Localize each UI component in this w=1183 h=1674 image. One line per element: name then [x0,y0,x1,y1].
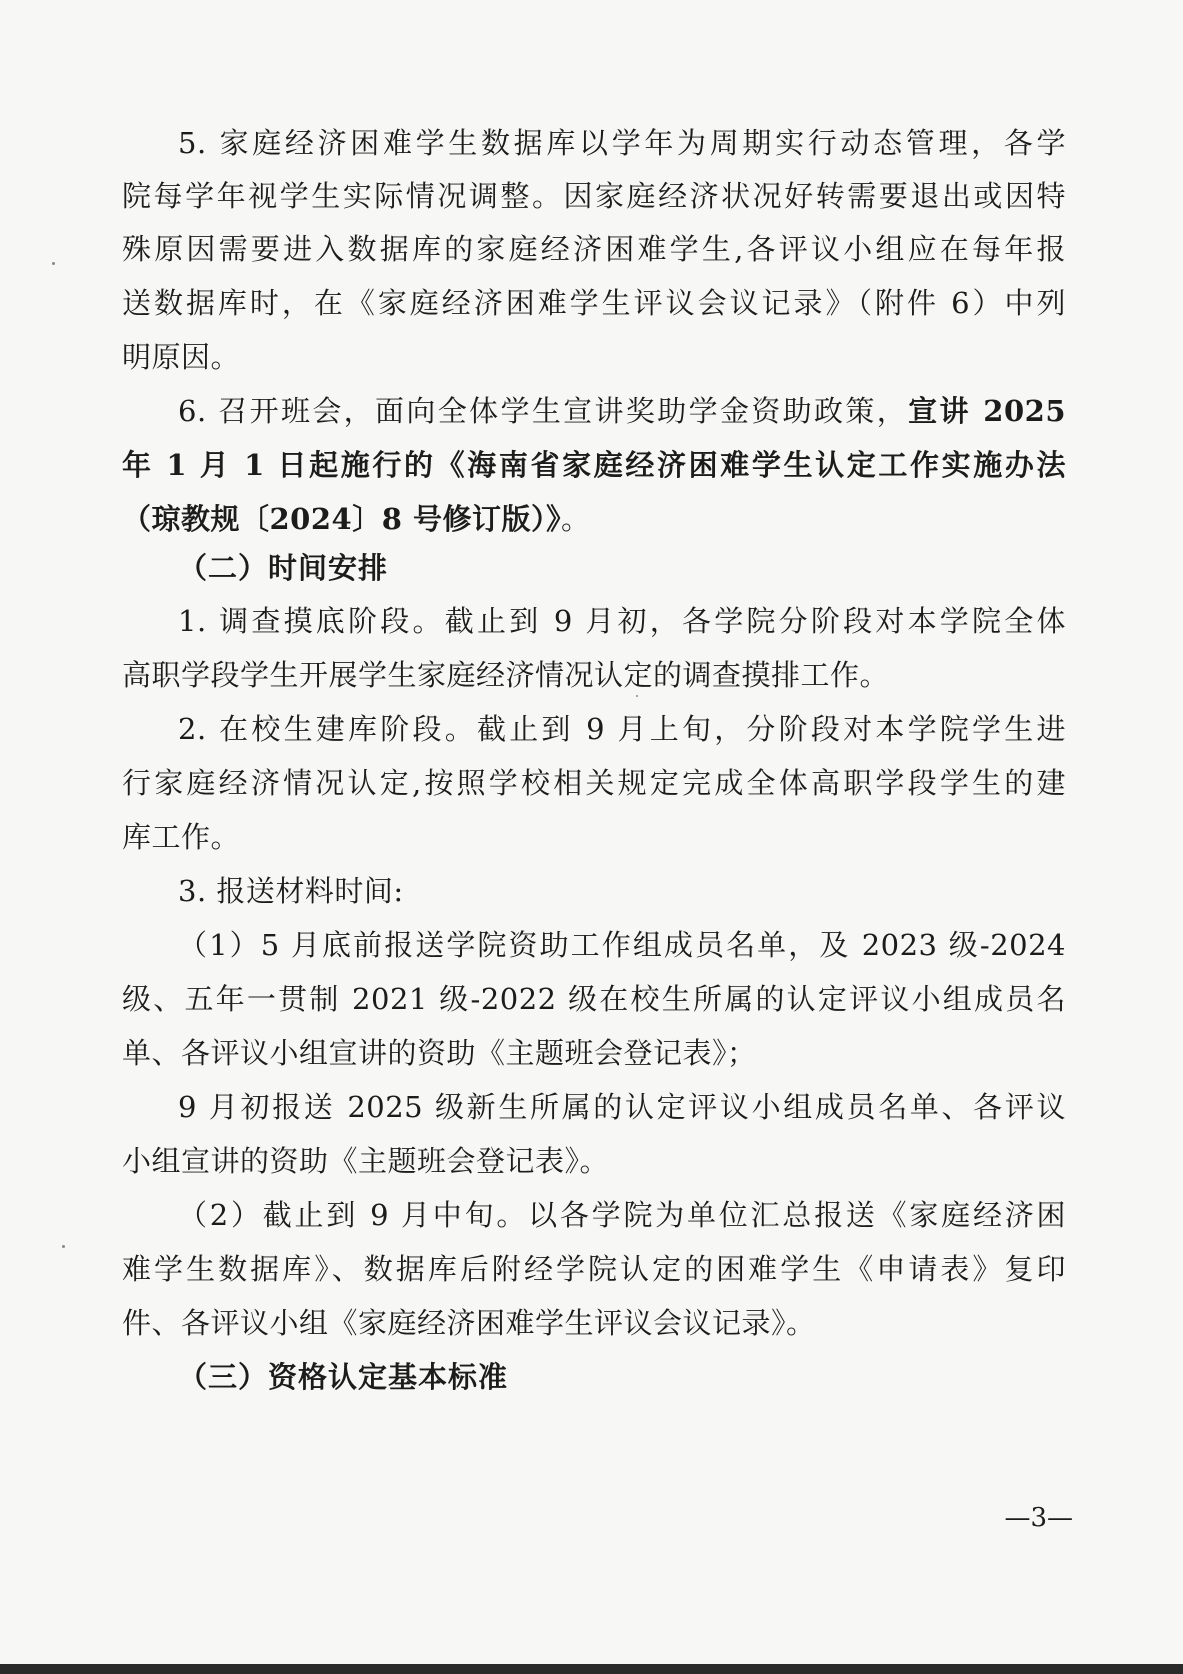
schedule-line-14: 件、各评议小组《家庭经济困难学生评议会议记录》。 [122,1306,816,1340]
paragraph-5-line-2: 院每学年视学生实际情况调整。因家庭经济状况好转需要退出或因特 [122,179,1066,213]
paragraph-6-end-punctuation: 。 [561,502,591,536]
schedule-line-9: 单、各评议小组宣讲的资助《主题班会登记表》； [122,1036,757,1070]
paragraph-6-line-1 [178,391,1066,431]
scan-speck [636,695,638,697]
scan-bottom-edge [0,1664,1183,1674]
schedule-line-3: 2. 在校生建库阶段。截止到 9 月上旬，分阶段对本学院学生进 [178,712,1066,746]
schedule-line-11: 小组宣讲的资助《主题班会登记表》。 [122,1144,610,1178]
schedule-line-8: 级、五年一贯制 2021 级-2022 级在校生所属的认定评议小组成员名 [122,982,1066,1016]
paragraph-5-line-5: 明原因。 [122,340,241,374]
paragraph-5-line-4: 送数据库时，在《家庭经济困难学生评议会议记录》（附件 6）中列 [122,286,1066,320]
paragraph-6-line-3 [122,499,1066,539]
schedule-line-4: 行家庭经济情况认定,按照学校相关规定完成全体高职学段学生的建 [122,766,1066,800]
schedule-line-6: 3. 报送材料时间: [178,874,404,908]
section-heading-schedule: （二）时间安排 [178,551,389,585]
schedule-line-10: 9 月初报送 2025 级新生所属的认定评议小组成员名单、各评议 [178,1090,1066,1124]
schedule-line-5: 库工作。 [122,820,241,854]
paragraph-6-normal-text: 6. 召开班会，面向全体学生宣讲奖助学金资助政策， [178,394,909,428]
page-number: —3— [1004,1503,1073,1533]
scan-speck [62,1245,65,1248]
scan-speck [52,262,55,265]
schedule-line-7: （1）5 月底前报送学院资助工作组成员名单，及 2023 级-2024 [178,928,1066,962]
schedule-line-13: 难学生数据库》、数据库后附经学院认定的困难学生《申请表》复印 [122,1252,1066,1286]
section-heading-eligibility: （三）资格认定基本标准 [178,1360,509,1394]
schedule-line-12: （2）截止到 9 月中旬。以各学院为单位汇总报送《家庭经济困 [178,1198,1066,1232]
paragraph-6-regulation-title: （琼教规〔2024〕8 号修订版）》 [122,502,561,536]
paragraph-5-line-3: 殊原因需要进入数据库的家庭经济困难学生,各评议小组应在每年报 [122,232,1066,266]
schedule-line-2: 高职学段学生开展学生家庭经济情况认定的调查摸排工作。 [122,658,890,692]
paragraph-6-bold-text: 宣讲 2025 [908,394,1067,428]
paragraph-5-line-1: 5. 家庭经济困难学生数据库以学年为周期实行动态管理，各学 [178,126,1066,160]
schedule-line-1: 1. 调查摸底阶段。截止到 9 月初，各学院分阶段对本学院全体 [178,604,1066,638]
paragraph-6-line-2: 年 1 月 1 日起施行的《海南省家庭经济困难学生认定工作实施办法 [122,448,1066,482]
